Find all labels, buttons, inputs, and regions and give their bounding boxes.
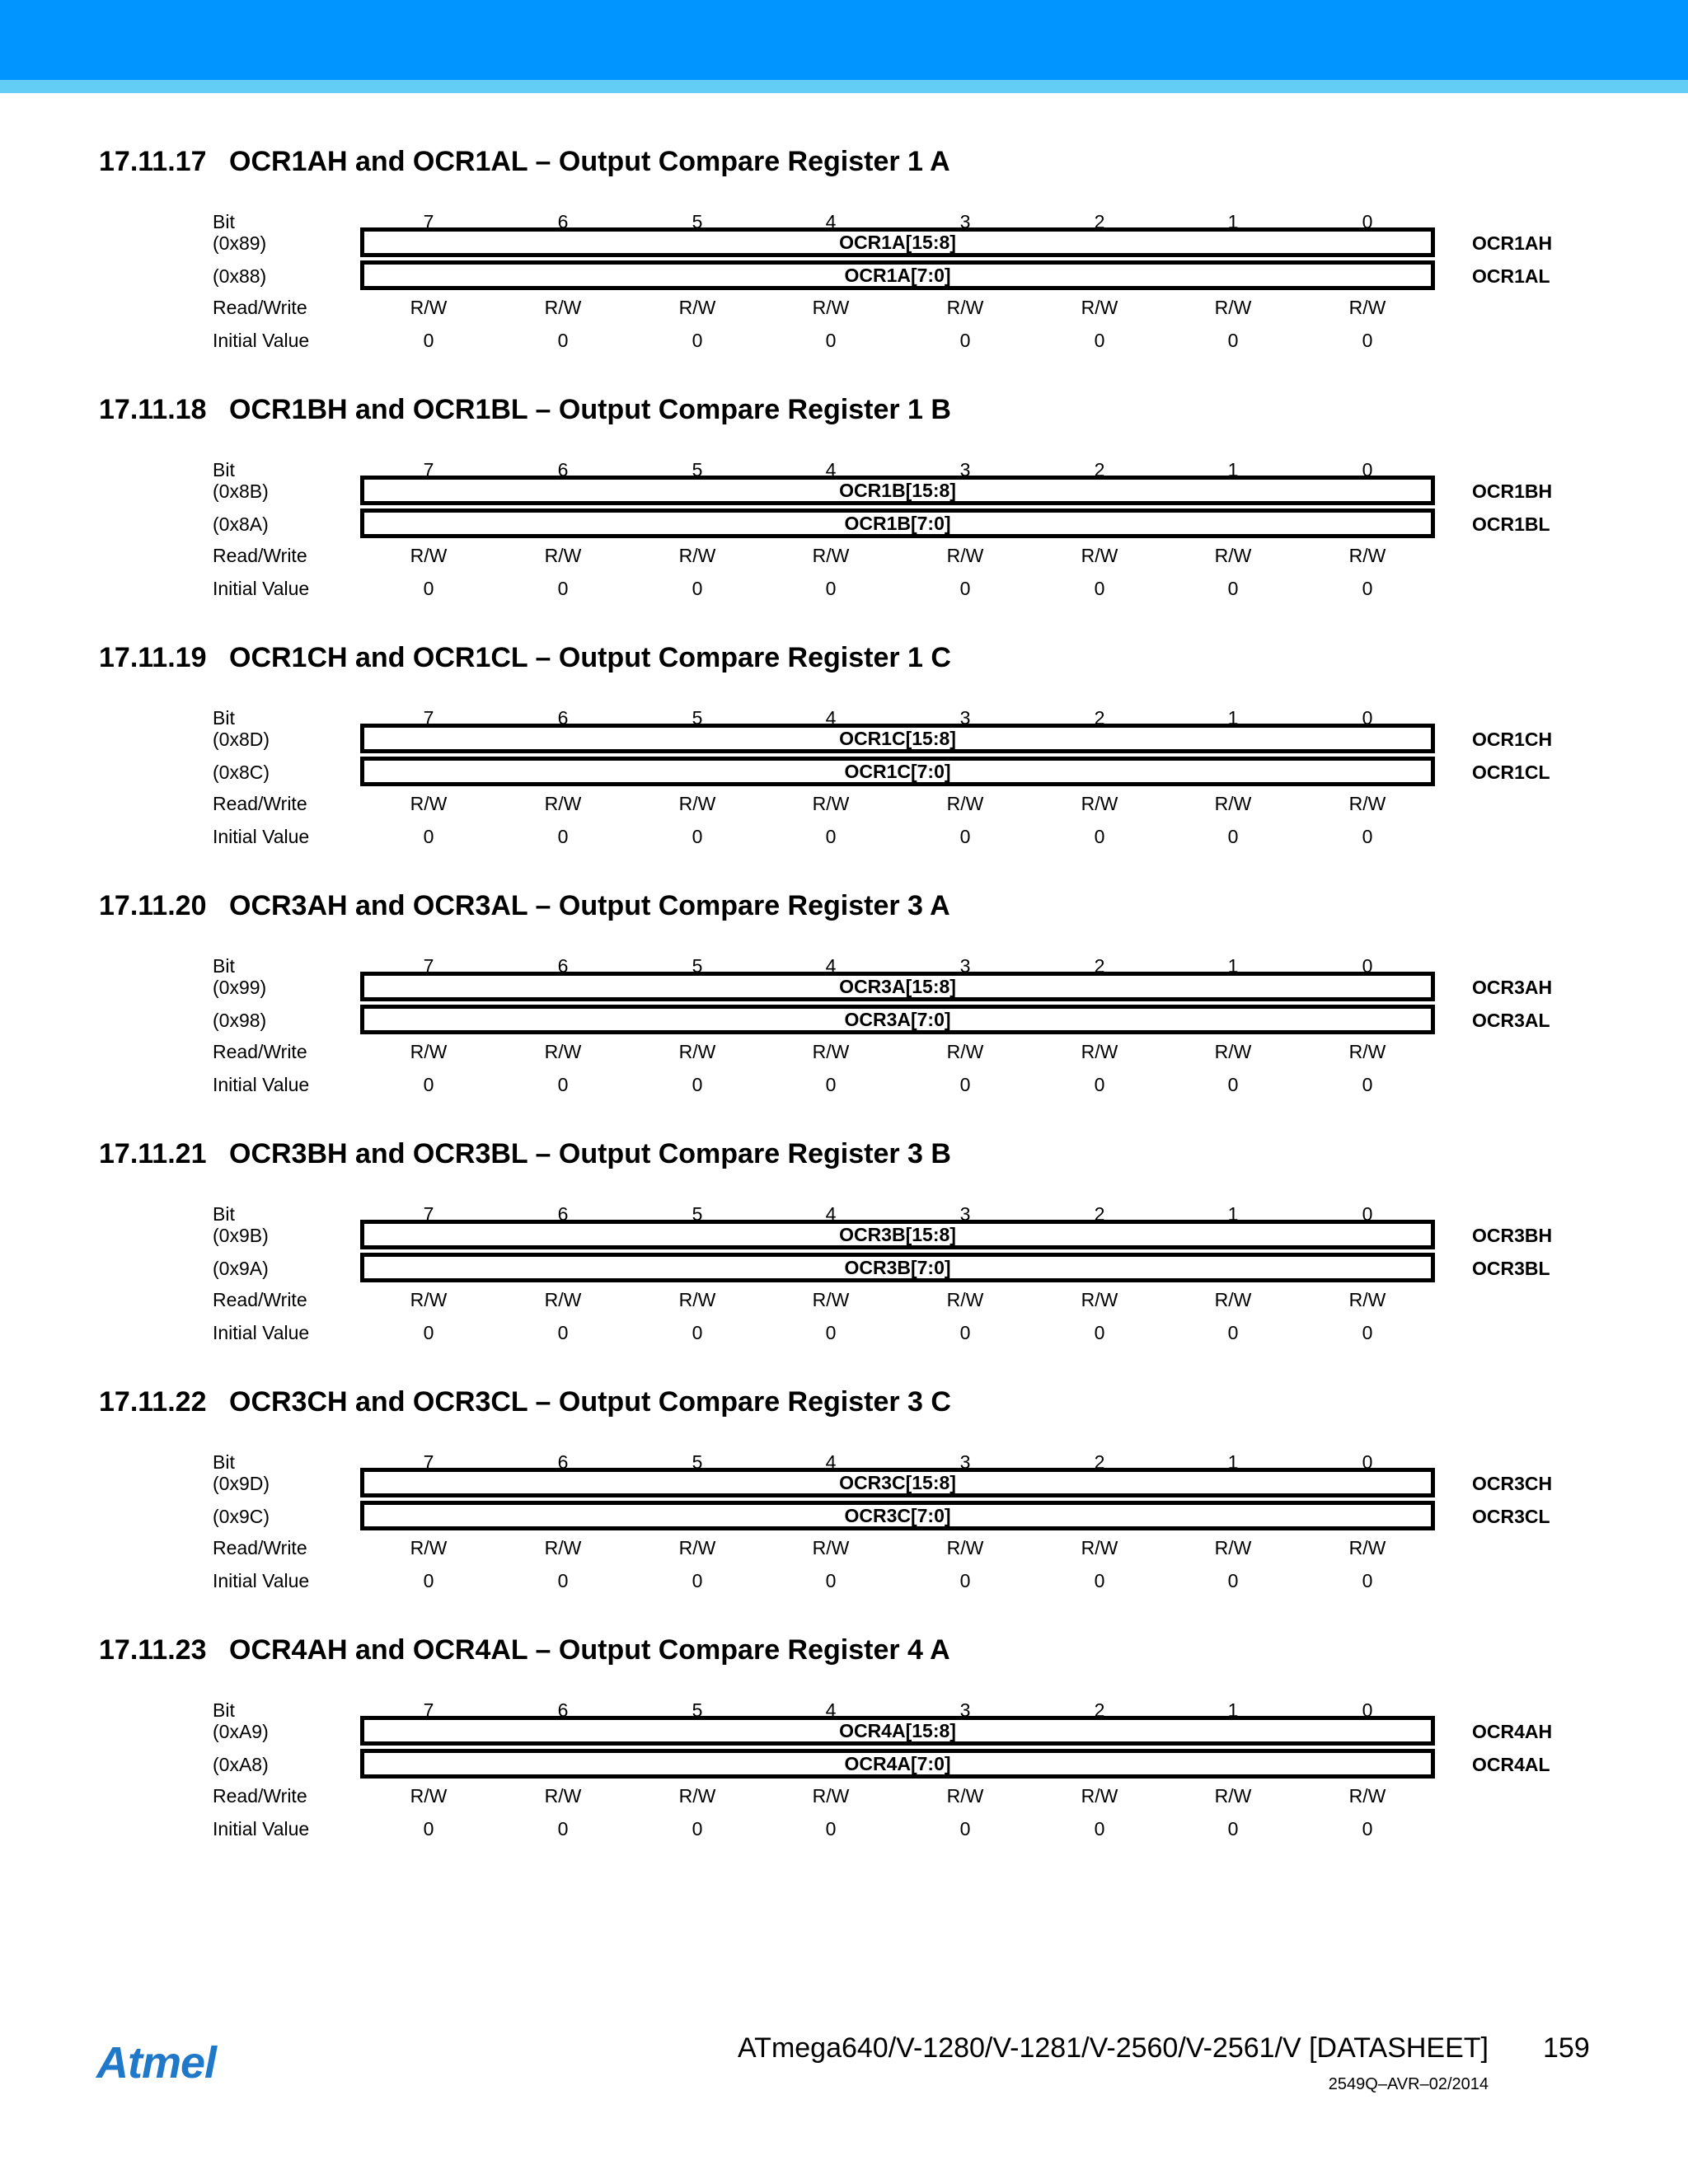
section-title: OCR3AH and OCR3AL – Output Compare Register 3 A [229,890,950,921]
high-byte-field: OCR1C[15:8] [360,724,1435,753]
section-title: OCR1CH and OCR1CL – Output Compare Register 1 C [229,642,951,673]
read-write-value: R/W [678,1537,716,1558]
bit-number: 4 [825,707,837,729]
high-register-name: OCR1BH [1472,480,1553,502]
initial-value: 0 [1227,578,1239,599]
bit-number: 1 [1227,955,1239,977]
low-address: (0x8C) [213,762,270,783]
bit-number: 2 [1094,1699,1105,1721]
read-write-value: R/W [678,1289,716,1310]
low-address: (0x9C) [213,1506,270,1527]
initial-value: 0 [1362,578,1373,599]
read-write-value: R/W [410,545,448,566]
read-write-value: R/W [544,793,582,814]
initial-value: 0 [1362,330,1373,351]
initial-value-label: Initial Value [213,1818,310,1840]
section-heading [99,1137,951,1170]
register-section [0,393,1688,640]
initial-value: 0 [423,1570,434,1591]
bit-number: 2 [1094,707,1105,729]
read-write-label: Read/Write [213,1041,307,1062]
bit-number: 0 [1362,955,1373,977]
section-number: 17.11.19 [99,642,207,673]
section-heading [99,393,951,426]
read-write-value: R/W [410,1785,448,1807]
bit-row-label: Bit [213,707,235,729]
bit-number: 5 [692,955,703,977]
low-address: (0x9A) [213,1258,269,1279]
initial-value: 0 [825,1074,837,1095]
initial-value: 0 [959,578,971,599]
bit-number: 3 [959,211,971,232]
initial-value: 0 [1362,1322,1373,1343]
bit-number: 4 [825,1451,837,1473]
read-write-value: R/W [410,1289,448,1310]
section-title: OCR1BH and OCR1BL – Output Compare Register 1 B [229,394,951,425]
read-write-value: R/W [678,1785,716,1807]
section-heading [99,889,950,922]
initial-value: 0 [1362,1818,1373,1840]
initial-value: 0 [557,578,569,599]
initial-value: 0 [959,826,971,847]
bit-number: 2 [1094,211,1105,232]
initial-value-label: Initial Value [213,1074,310,1095]
bit-number: 7 [423,1451,434,1473]
initial-value: 0 [692,330,703,351]
bit-number: 4 [825,459,837,480]
bit-row-label: Bit [213,1451,235,1473]
initial-value: 0 [692,1074,703,1095]
read-write-value: R/W [946,793,984,814]
read-write-value: R/W [544,297,582,318]
bit-number: 1 [1227,1203,1239,1225]
bit-number: 6 [557,1203,569,1225]
initial-value: 0 [423,330,434,351]
initial-value: 0 [423,1322,434,1343]
high-byte-field: OCR3C[15:8] [360,1468,1435,1497]
read-write-label: Read/Write [213,1537,307,1558]
initial-value: 0 [825,330,837,351]
bit-number: 5 [692,1203,703,1225]
low-byte-field: OCR1A[7:0] [360,260,1435,290]
initial-value: 0 [692,1818,703,1840]
low-register-name: OCR1BL [1472,513,1550,535]
bit-number: 3 [959,955,971,977]
low-byte-field: OCR4A[7:0] [360,1749,1435,1779]
read-write-value: R/W [1214,1289,1252,1310]
low-register-name: OCR3BL [1472,1258,1550,1279]
read-write-value: R/W [678,297,716,318]
initial-value: 0 [1094,578,1105,599]
read-write-value: R/W [678,545,716,566]
initial-value: 0 [1362,1074,1373,1095]
atmel-logo: Atmel [96,2038,217,2088]
register-section [0,1633,1688,1881]
bit-number: 6 [557,459,569,480]
read-write-value: R/W [410,793,448,814]
bit-number: 3 [959,1451,971,1473]
read-write-value: R/W [812,297,850,318]
read-write-value: R/W [946,297,984,318]
low-register-name: OCR1CL [1472,762,1550,783]
bit-number: 4 [825,211,837,232]
high-register-name: OCR4AH [1472,1721,1553,1742]
bit-number: 3 [959,707,971,729]
bit-number: 1 [1227,1451,1239,1473]
bit-number: 3 [959,1699,971,1721]
initial-value: 0 [1227,826,1239,847]
bit-number: 2 [1094,459,1105,480]
read-write-value: R/W [1348,1289,1386,1310]
initial-value: 0 [1227,1570,1239,1591]
high-byte-field: OCR3A[15:8] [360,972,1435,1001]
register-section [0,1137,1688,1385]
initial-value: 0 [423,826,434,847]
bit-number: 0 [1362,1451,1373,1473]
high-address: (0x99) [213,977,267,998]
high-address: (0x8D) [213,729,270,750]
read-write-value: R/W [1081,1537,1118,1558]
footer-page-number: 159 [1543,2032,1590,2064]
read-write-value: R/W [678,793,716,814]
read-write-value: R/W [544,1289,582,1310]
bit-number: 4 [825,1699,837,1721]
initial-value: 0 [692,578,703,599]
section-heading [99,145,950,178]
bit-number: 1 [1227,1699,1239,1721]
initial-value: 0 [825,1818,837,1840]
read-write-value: R/W [410,1041,448,1062]
initial-value: 0 [557,1322,569,1343]
read-write-value: R/W [410,1537,448,1558]
bit-number: 5 [692,1451,703,1473]
section-number: 17.11.22 [99,1386,207,1418]
initial-value-label: Initial Value [213,330,310,351]
low-register-name: OCR3AL [1472,1010,1550,1031]
initial-value: 0 [1362,1570,1373,1591]
high-address: (0x9D) [213,1473,270,1494]
footer-document-title: ATmega640/V-1280/V-1281/V-2560/V-2561/V [DATASHEET] [738,2032,1489,2064]
bit-number: 1 [1227,707,1239,729]
low-register-name: OCR1AL [1472,265,1550,287]
initial-value: 0 [1094,1074,1105,1095]
initial-value: 0 [557,330,569,351]
initial-value: 0 [1094,826,1105,847]
low-byte-field: OCR3C[7:0] [360,1501,1435,1530]
bit-number: 1 [1227,211,1239,232]
low-register-name: OCR4AL [1472,1754,1550,1775]
read-write-value: R/W [1214,1537,1252,1558]
initial-value-label: Initial Value [213,826,310,847]
initial-value: 0 [423,1074,434,1095]
read-write-value: R/W [946,1785,984,1807]
bit-number: 6 [557,707,569,729]
read-write-value: R/W [544,1785,582,1807]
initial-value: 0 [825,1570,837,1591]
bit-number: 5 [692,707,703,729]
bit-row-label: Bit [213,1203,235,1225]
section-title: OCR3CH and OCR3CL – Output Compare Register 3 C [229,1386,951,1418]
initial-value: 0 [1227,1322,1239,1343]
section-heading [99,1633,950,1666]
section-number: 17.11.20 [99,890,207,921]
read-write-label: Read/Write [213,1785,307,1807]
bit-row-label: Bit [213,459,235,480]
section-number: 17.11.23 [99,1634,207,1666]
bit-number: 1 [1227,459,1239,480]
bit-number: 6 [557,955,569,977]
initial-value: 0 [959,330,971,351]
high-byte-field: OCR4A[15:8] [360,1716,1435,1746]
initial-value: 0 [557,1074,569,1095]
low-address: (0x98) [213,1010,267,1031]
high-address: (0x9B) [213,1225,269,1246]
bit-number: 7 [423,1699,434,1721]
read-write-value: R/W [812,545,850,566]
section-title: OCR4AH and OCR4AL – Output Compare Register 4 A [229,1634,950,1666]
initial-value: 0 [825,578,837,599]
initial-value: 0 [423,578,434,599]
read-write-label: Read/Write [213,545,307,566]
section-heading [99,641,951,674]
initial-value: 0 [1094,1322,1105,1343]
read-write-value: R/W [1214,793,1252,814]
bit-number: 0 [1362,1699,1373,1721]
register-section [0,889,1688,1137]
section-number: 17.11.21 [99,1138,207,1169]
bit-number: 2 [1094,1203,1105,1225]
read-write-value: R/W [946,545,984,566]
read-write-value: R/W [1081,1785,1118,1807]
high-byte-field: OCR1B[15:8] [360,476,1435,505]
low-byte-field: OCR1C[7:0] [360,757,1435,786]
read-write-value: R/W [1348,297,1386,318]
section-number: 17.11.17 [99,146,207,177]
initial-value: 0 [1362,826,1373,847]
low-register-name: OCR3CL [1472,1506,1550,1527]
bit-number: 6 [557,1451,569,1473]
register-section [0,145,1688,392]
bit-number: 2 [1094,1451,1105,1473]
read-write-value: R/W [1214,1785,1252,1807]
section-title: OCR1AH and OCR1AL – Output Compare Register 1 A [229,146,950,177]
bit-number: 5 [692,459,703,480]
read-write-label: Read/Write [213,1289,307,1310]
read-write-value: R/W [1081,297,1118,318]
bit-number: 7 [423,211,434,232]
bit-number: 7 [423,955,434,977]
bit-number: 6 [557,211,569,232]
bit-number: 5 [692,211,703,232]
footer-document-code: 2549Q–AVR–02/2014 [1328,2075,1489,2093]
bit-number: 2 [1094,955,1105,977]
read-write-value: R/W [1214,545,1252,566]
initial-value: 0 [959,1074,971,1095]
read-write-label: Read/Write [213,793,307,814]
bit-number: 7 [423,459,434,480]
read-write-value: R/W [544,1537,582,1558]
high-address: (0x8B) [213,480,269,502]
initial-value: 0 [692,826,703,847]
bit-number: 6 [557,1699,569,1721]
bit-number: 3 [959,459,971,480]
read-write-value: R/W [1214,297,1252,318]
bit-row-label: Bit [213,1699,235,1721]
read-write-value: R/W [1348,1785,1386,1807]
low-byte-field: OCR3B[7:0] [360,1253,1435,1282]
bit-number: 4 [825,1203,837,1225]
bit-number: 4 [825,955,837,977]
read-write-value: R/W [410,297,448,318]
initial-value: 0 [557,826,569,847]
high-byte-field: OCR1A[15:8] [360,227,1435,257]
read-write-value: R/W [1348,1041,1386,1062]
section-heading [99,1385,951,1418]
initial-value: 0 [423,1818,434,1840]
high-register-name: OCR1CH [1472,729,1553,750]
read-write-value: R/W [1081,1289,1118,1310]
bit-number: 0 [1362,1203,1373,1225]
read-write-value: R/W [946,1289,984,1310]
initial-value: 0 [1227,330,1239,351]
high-register-name: OCR1AH [1472,232,1553,254]
read-write-value: R/W [1214,1041,1252,1062]
high-register-name: OCR3AH [1472,977,1553,998]
bit-number: 0 [1362,459,1373,480]
read-write-value: R/W [812,1289,850,1310]
initial-value-label: Initial Value [213,578,310,599]
read-write-label: Read/Write [213,297,307,318]
register-section [0,641,1688,888]
initial-value: 0 [692,1570,703,1591]
section-title: OCR3BH and OCR3BL – Output Compare Register 3 B [229,1138,951,1169]
bit-number: 3 [959,1203,971,1225]
read-write-value: R/W [544,545,582,566]
initial-value-label: Initial Value [213,1570,310,1591]
read-write-value: R/W [1081,793,1118,814]
initial-value: 0 [959,1322,971,1343]
read-write-value: R/W [544,1041,582,1062]
bit-row-label: Bit [213,211,235,232]
read-write-value: R/W [1348,545,1386,566]
section-number: 17.11.18 [99,394,207,425]
read-write-value: R/W [812,1785,850,1807]
initial-value: 0 [959,1570,971,1591]
initial-value: 0 [692,1322,703,1343]
high-register-name: OCR3BH [1472,1225,1553,1246]
initial-value: 0 [1094,1818,1105,1840]
low-address: (0x88) [213,265,267,287]
initial-value: 0 [1227,1818,1239,1840]
read-write-value: R/W [812,793,850,814]
read-write-value: R/W [812,1041,850,1062]
initial-value: 0 [1094,1570,1105,1591]
low-address: (0xA8) [213,1754,269,1775]
read-write-value: R/W [946,1537,984,1558]
register-section [0,1385,1688,1633]
initial-value: 0 [557,1570,569,1591]
high-byte-field: OCR3B[15:8] [360,1220,1435,1249]
bit-number: 7 [423,1203,434,1225]
low-byte-field: OCR1B[7:0] [360,509,1435,538]
bit-number: 5 [692,1699,703,1721]
read-write-value: R/W [1348,1537,1386,1558]
bit-row-label: Bit [213,955,235,977]
initial-value: 0 [1227,1074,1239,1095]
initial-value: 0 [557,1818,569,1840]
read-write-value: R/W [1081,545,1118,566]
low-address: (0x8A) [213,513,269,535]
read-write-value: R/W [812,1537,850,1558]
bit-number: 0 [1362,707,1373,729]
low-byte-field: OCR3A[7:0] [360,1005,1435,1034]
initial-value-label: Initial Value [213,1322,310,1343]
initial-value: 0 [959,1818,971,1840]
high-register-name: OCR3CH [1472,1473,1553,1494]
high-address: (0x89) [213,232,267,254]
high-address: (0xA9) [213,1721,269,1742]
read-write-value: R/W [946,1041,984,1062]
bit-number: 7 [423,707,434,729]
read-write-value: R/W [678,1041,716,1062]
initial-value: 0 [825,1322,837,1343]
initial-value: 0 [825,826,837,847]
initial-value: 0 [1094,330,1105,351]
bit-number: 0 [1362,211,1373,232]
read-write-value: R/W [1081,1041,1118,1062]
read-write-value: R/W [1348,793,1386,814]
